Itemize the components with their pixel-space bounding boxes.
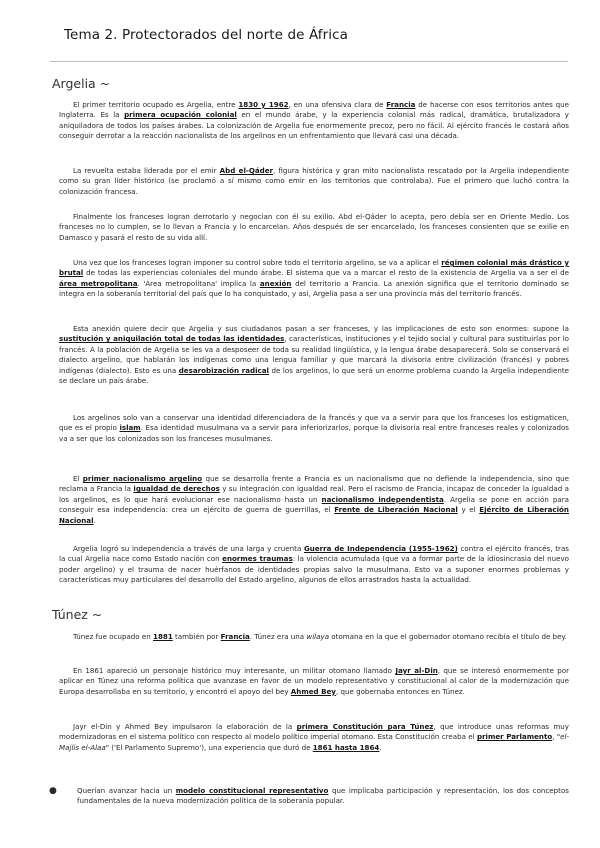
highlighted-term: 1830 y 1962 [238, 100, 289, 109]
text-run: en el mundo árabe, y la experiencia colonial más radical, dramática, brutalizadora y aniquiladora de todos los países árabes. La colonización de Argelia fue enormemente precoz, pero no fácil. Al ejército francés le costará años conseguir derrotar a la reacción nacionalista de los argelinos en un enfrentamiento que llevará casi una década. [59, 110, 569, 141]
text-run: Jayr el-Din y Ahmed Bey impulsaron la elaboración de la [73, 722, 297, 731]
italic-term: wilaya [306, 632, 330, 641]
text-run: . Argelia se pone en acción para conseguir esa independencia: crea un ejército de guerra de guerrillas, el [59, 494, 569, 515]
text-run: , que introduce unas reformas muy modernizadoras en el sistema político con respecto al modelo político imperial otomano. Esta Constitución creaba el [59, 722, 570, 742]
text-run: que se desarrolla frente a Francia es un nacionalismo que no defiende la independencia, sino que reclama a Francia la [59, 474, 569, 494]
highlighted-term: modelo constitucional representativo [175, 786, 329, 795]
title-divider [50, 61, 568, 62]
paragraph [59, 324, 569, 386]
paragraph [59, 722, 569, 753]
highlighted-term: Abd el-Qáder [219, 166, 274, 175]
text-run: de los argelinos, lo que será un enorme problema cuando la Argelia independiente se declare un país árabe. [59, 365, 569, 386]
highlighted-term: Francia [220, 632, 250, 641]
text-run: . [379, 742, 382, 752]
text-run: En 1861 apareció un personaje histórico muy interesante, un militar otomano llamado [73, 666, 396, 675]
paragraph [59, 474, 569, 526]
text-run: de hacerse con esos territorios antes que Inglaterra. Es la [59, 100, 569, 120]
highlighted-term: Jayr al-Din [395, 666, 438, 675]
text-run: Túnez fue ocupado en [73, 632, 154, 641]
highlighted-term: 1861 hasta 1864 [312, 742, 380, 752]
highlighted-term: igualdad de derechos [133, 484, 220, 494]
text-run: , " [552, 732, 561, 742]
text-run: . 'Área metropolitana' implica la [137, 278, 260, 288]
text-run: . [93, 515, 96, 525]
highlighted-term: 1881 [153, 632, 173, 641]
text-run: que implicaba participación y representación, los dos conceptos fundamentales de la nueva modernización política de la soberanía popular. [77, 786, 569, 806]
highlighted-term: primer nacionalismo argelino [82, 474, 203, 483]
text-run: y su integración con igualdad real. Pero el racismo de Francia, incapaz de conceder la igualdad a los argelinos, es lo que hará evolucionar ese nacionalismo hasta un [59, 484, 569, 504]
text-run: otomana en la que el gobernador otomano recibía el título de bey. [329, 632, 567, 641]
highlighted-term: Francia [386, 100, 416, 109]
text-run: El [73, 474, 83, 483]
text-run: Esta anexión quiere decir que Argelia y sus ciudadanos pasan a ser franceses, y las implicaciones de esto son enormes: supone la [73, 324, 569, 333]
text-run: , características, instituciones y el tejido social y cultural para sustituirlas por lo francés. A la población de Argelia se les va a desposeer de toda su realidad lingüística, y la lengua árabe desaparecerá. Solo se conservará el dialecto argelino, que hablarán los indígenas como una lengua familiar y que marcará la divisoria entre civilización (francés) y pobres indígenas (dialecto). Esto es una [59, 334, 570, 375]
paragraph [59, 632, 569, 642]
text-run: Argelia logró su independencia a través de una larga y cruenta [73, 544, 304, 553]
highlighted-term: islam [119, 423, 141, 433]
text-run: . Túnez era una [249, 632, 307, 641]
paragraph [59, 100, 569, 142]
bullet-dot-icon: ● [49, 786, 57, 796]
highlighted-term: Frente de Liberación Nacional [334, 505, 458, 515]
highlighted-term: primera ocupación colonial [124, 110, 237, 120]
text-run: del territorio a Francia. La anexión significa que el territorio dominado se integra en la soberanía territorial del país que lo ha conquistado, y así, Argelia pasa a ser una provincia más del territorio francés. [59, 278, 570, 299]
paragraph [59, 212, 569, 243]
text-run: La revuelta estaba liderada por el emir [73, 166, 220, 175]
text-run: , figura histórica y gran mito nacionalista rescatado por la Argelia independiente como su gran líder histórico (se proclamó a sí mismo como emir en los territorios que controlaba). Fue el primero que luchó contra la colonización francesa. [59, 166, 569, 196]
highlighted-term: Ejército de Liberación Nacional [59, 505, 569, 525]
text-run: , en una ofensiva clara de [288, 100, 387, 109]
text-run: Querían avanzar hacia un [77, 786, 176, 795]
text-run: de todas las experiencias coloniales del mundo árabe. El sistema que va a marcar el resto de la existencia de Argelia va a ser el de [83, 268, 569, 278]
text-run: , que se interesó enormemente por aplicar en Túnez una reforma política que avanzase en favor de un modelo representativo y constitucional al calor de la modernización que Europa desarrollaba en su territorio, y encontró el apoyo del bey [59, 666, 569, 696]
highlighted-term: anexión [259, 278, 292, 288]
text-run: , que gobernaba entonces en Túnez. [335, 686, 465, 696]
paragraph [59, 166, 569, 197]
highlighted-term: Guerra de Independencia (1955-1962) [303, 544, 458, 553]
bullet-text [65, 786, 569, 807]
text-run: Finalmente los franceses logran derrotarlo y negocian con él su exilio. Abd el-Qáder lo acepta, pero debía ser en Oriente Medio. Los franceses no lo cumplen, se lo llevan a Francia y lo encarcelan. Años después de ser encarcelado, los franceses consienten que se exilie en Damasco y pasará el resto de su vida allí. [59, 212, 569, 242]
section-heading-tunez: Túnez ~ [52, 607, 103, 622]
paragraph [59, 666, 569, 697]
text-run: : la violencia acumulada (que va a formar parte de la idiosincrasia del nuevo poder argelino) y el trauma de nacer huérfanos de identidades propias salvo la musulmana. Esto va a suponer enormes problemas y características muy particulares del desarrollo del Estado argelino, algunos de ellos arrastrados hasta la actualidad. [59, 554, 569, 585]
highlighted-term: primer Parlamento [476, 732, 553, 742]
text-run: " ('El Parlamento Supremo'), una experiencia que duró de [105, 742, 313, 752]
highlighted-term: sustitución y aniquilación total de todas las identidades [59, 334, 285, 344]
text-run: también por [172, 632, 221, 641]
highlighted-term: primera Constitución para Túnez [296, 722, 434, 731]
highlighted-term: desarobización radical [178, 365, 269, 375]
paragraph [59, 258, 569, 300]
text-run: y el [457, 505, 480, 515]
text-run: contra el ejército francés, tras la cual Argelia nace como Estado nación con [59, 544, 570, 564]
text-run: El primer territorio ocupado es Argelia, entre [73, 100, 239, 109]
bullet-item [49, 786, 569, 807]
text-run: . Esa identidad musulmana va a servir para inferiorizarlos, porque la divisoria real entre franceses reales y colonizados va a ser que los colonizados son los franceses musulmanes. [59, 423, 569, 443]
page-title: Tema 2. Protectorados del norte de África [64, 27, 349, 43]
highlighted-term: Ahmed Bey [290, 686, 336, 696]
section-heading-argelia: Argelia ~ [52, 76, 111, 91]
italic-term: el-Majlis el-Alaa [59, 732, 570, 752]
text-run: Una vez que los franceses logran imponer su control sobre todo el territorio argelino, se va a aplicar el [73, 258, 442, 267]
highlighted-term: régimen colonial más drástico y brutal [59, 258, 570, 278]
paragraph [59, 544, 569, 586]
highlighted-term: área metropolitana [59, 278, 138, 288]
paragraph [59, 413, 569, 444]
highlighted-term: nacionalismo independentista [321, 494, 444, 504]
text-run: Los argelinos solo van a conservar una identidad diferenciadora de la francés y que va a servir para que los franceses los estigmaticen, que es el propio [59, 413, 569, 433]
highlighted-term: enormes traumas [222, 554, 293, 564]
